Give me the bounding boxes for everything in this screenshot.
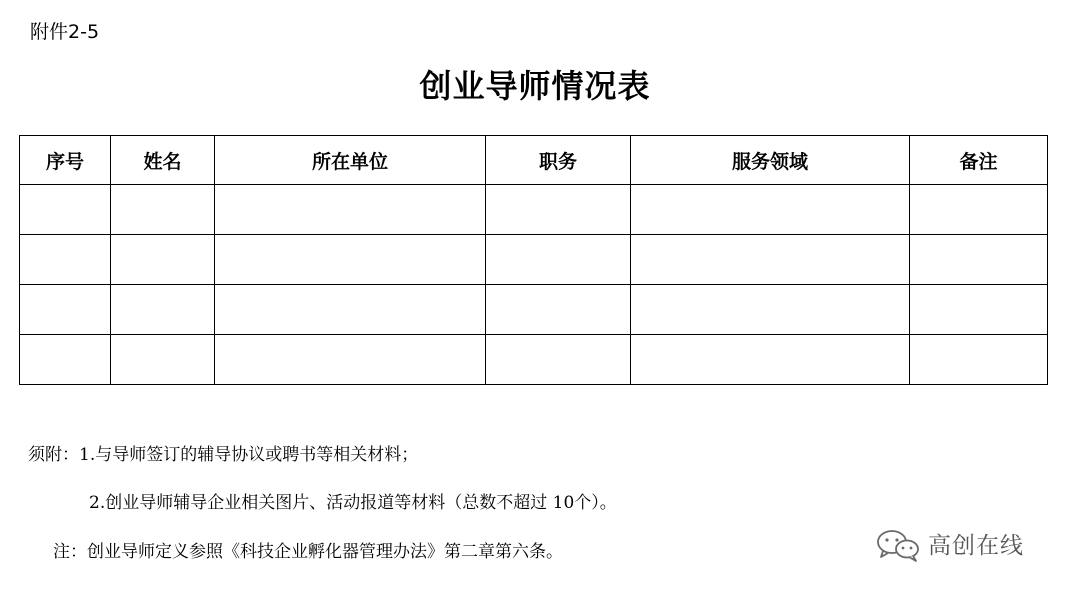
page-title: 创业导师情况表 [419,67,651,105]
header-position: 职务 [486,136,631,185]
table-cell [215,335,486,385]
table-cell [486,185,631,235]
table-cell [910,285,1048,335]
table-cell [631,285,910,335]
table-cell [910,235,1048,285]
table-cell [111,285,215,335]
table-cell [111,335,215,385]
table-row [20,235,1048,285]
mentor-info-table [19,135,1048,385]
header-service-field: 服务领域 [631,136,910,185]
table-cell [631,185,910,235]
watermark [876,528,1024,564]
table-row [20,185,1048,235]
watermark-text: 高创在线 [928,533,1024,559]
attachment-label: 附件2-5 [30,21,100,43]
header-serial-number: 序号 [20,136,111,185]
table-cell [20,235,111,285]
table-cell [111,185,215,235]
table-cell [215,235,486,285]
wechat-icon [876,529,928,563]
table-cell [20,185,111,235]
note-attachment-1: 须附：1.与导师签订的辅导协议或聘书等相关材料； [28,445,419,465]
table-cell [20,285,111,335]
table-cell [20,335,111,385]
header-name: 姓名 [111,136,215,185]
note-definition: 注：创业导师定义参照《科技企业孵化器管理办法》第二章第六条。 [53,542,563,562]
table-row [20,285,1048,335]
table-cell [215,285,486,335]
header-remarks: 备注 [910,136,1048,185]
table-cell [631,335,910,385]
table-header-row [20,136,1048,185]
table-cell [910,335,1048,385]
header-organization: 所在单位 [215,136,486,185]
table-row [20,335,1048,385]
table-cell [486,235,631,285]
table-cell [486,285,631,335]
table-cell [111,235,215,285]
table-cell [215,185,486,235]
table-cell [486,335,631,385]
note-attachment-2: 2.创业导师辅导企业相关图片、活动报道等材料（总数不超过 10个）。 [89,493,617,513]
table-cell [910,185,1048,235]
table-cell [631,235,910,285]
